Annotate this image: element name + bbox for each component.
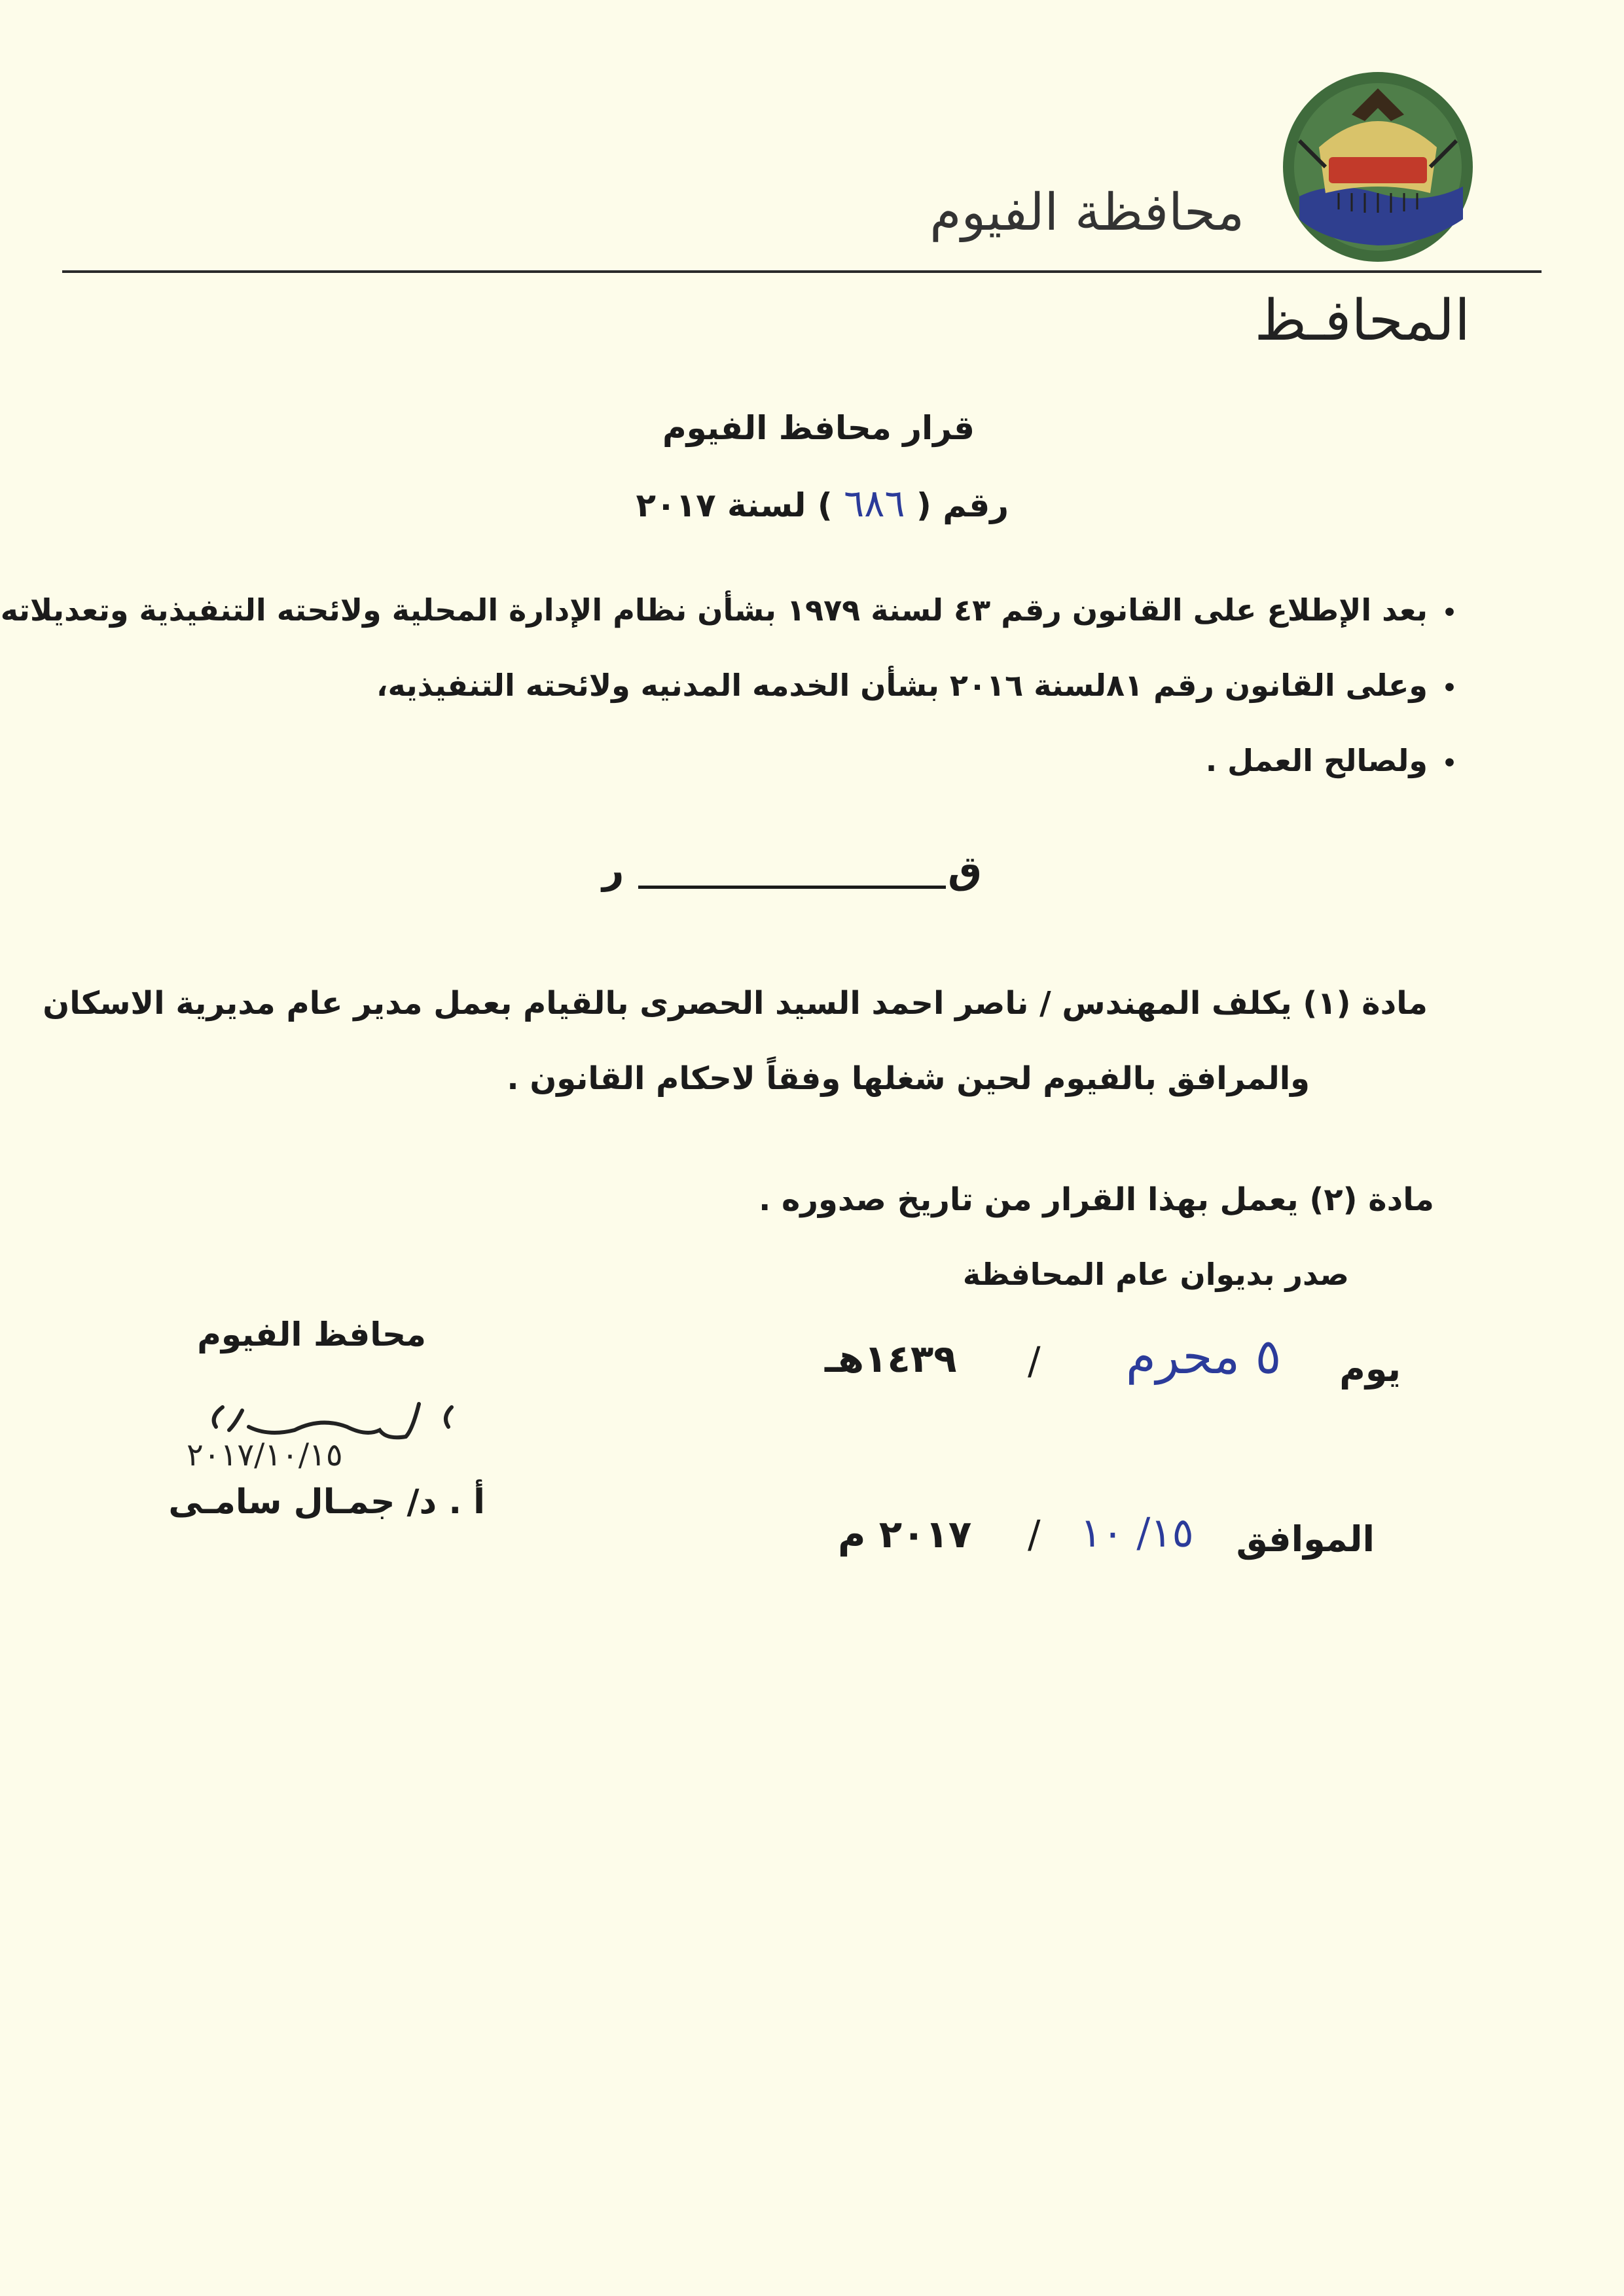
gregorian-date-year: ٢٠١٧ م	[838, 1512, 972, 1556]
decision-number-suffix: ) لسنة ٢٠١٧	[636, 486, 833, 524]
governorate-seal-emblem	[1280, 69, 1476, 265]
hijri-date-handwritten: ٥ محرم	[1126, 1329, 1282, 1385]
gregorian-date-row	[838, 1505, 1375, 1577]
decided-heading	[602, 848, 982, 906]
gregorian-date-handwritten: ١٥/ ١٠	[1080, 1509, 1194, 1556]
governorate-name: محافظة الفيوم	[929, 183, 1244, 242]
preamble-item: • ولصالح العمل .	[1206, 743, 1457, 778]
decision-title: قرار محافظ الفيوم	[662, 409, 975, 447]
header-divider	[62, 270, 1542, 273]
hijri-date-separator: /	[1028, 1338, 1041, 1383]
signature-date-handwritten: ٢٠١٧/١٠/١٥	[187, 1437, 343, 1473]
seal-lettering	[1280, 69, 1476, 265]
hijri-date-label: يوم	[1339, 1348, 1401, 1390]
gregorian-date-label: الموافق	[1236, 1518, 1375, 1560]
hijri-date-year: ١٤٣٩هـ	[825, 1336, 957, 1381]
article-1-line-1: مادة (١) يكلف المهندس / ناصر احمد السيد الحصرى بالقيام بعمل مدير عام مديرية الاسكان	[43, 985, 1428, 1022]
decided-heading-last-letter: ر	[602, 848, 624, 892]
preamble-item: • بعد الإطلاع على القانون رقم ٤٣ لسنة ١٩٧٩ بشأن نظام الإدارة المحلية ولائحته التنفيذية وتعديلاته	[1, 592, 1457, 628]
decided-heading-first-letter: ق	[948, 848, 982, 892]
signatory-title: محافظ الفيوم	[197, 1316, 426, 1354]
decision-number-handwritten: ٦٨٦	[844, 481, 905, 526]
article-2: مادة (٢) يعمل بهذا القرار من تاريخ صدوره .	[759, 1181, 1434, 1218]
decision-number	[636, 481, 1009, 526]
decision-number-prefix: رقم (	[916, 486, 1009, 524]
signatory-name: أ . د/ جمـال سامـى	[168, 1482, 485, 1522]
article-1-line-2: والمرافق بالفيوم لحين شغلها وفقاً لاحكام القانون .	[507, 1060, 1310, 1097]
office-title: المحافـظ	[1254, 288, 1470, 353]
preamble-item: • وعلى القانون رقم ٨١لسنة ٢٠١٦ بشأن الخدمه المدنيه ولائحته التنفيذيه،	[376, 668, 1457, 703]
hijri-date-row	[825, 1329, 1401, 1407]
issued-at: صدر بديوان عام المحافظة	[962, 1257, 1349, 1292]
decided-heading-kashida	[638, 886, 946, 889]
gregorian-date-separator: /	[1028, 1512, 1041, 1556]
